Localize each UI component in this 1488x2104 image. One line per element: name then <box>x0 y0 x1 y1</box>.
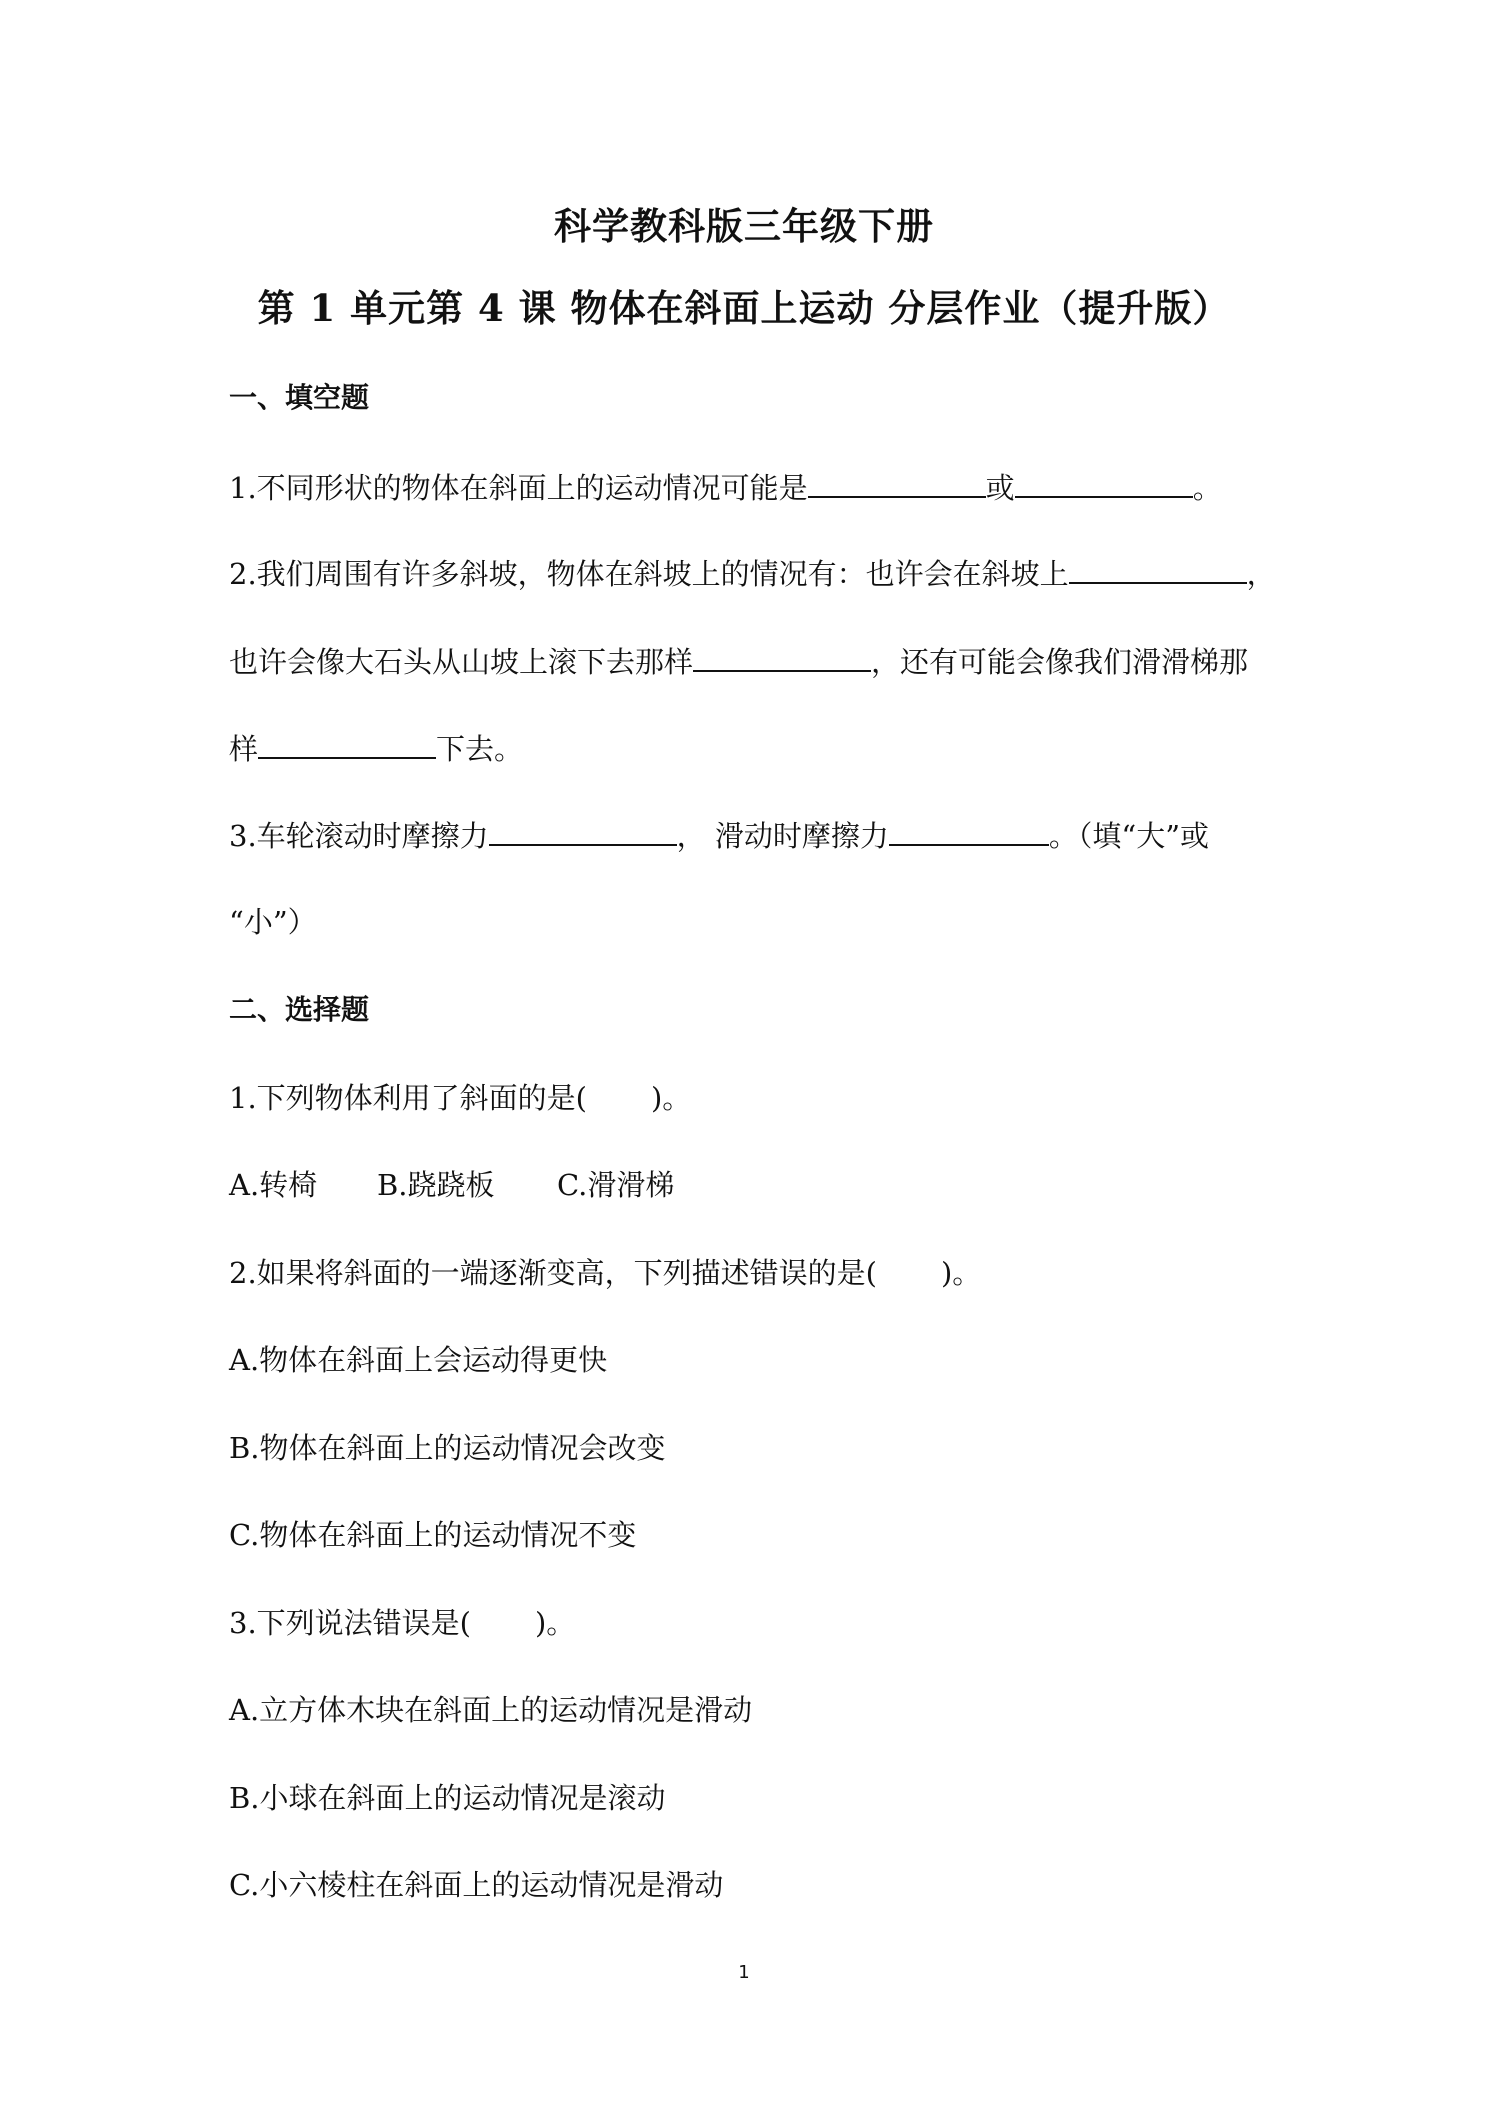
option-b[interactable]: B.物体在斜面上的运动情况会改变 <box>229 1431 666 1465</box>
q3-text-before: 3.车轮滚动时摩擦力 <box>229 819 489 853</box>
q2-text-line1: 2.我们周围有许多斜坡，物体在斜坡上的情况有：也许会在斜坡上 <box>229 557 1069 591</box>
choice-question-3 <box>229 1603 575 1643</box>
q2-text-line2-after: ，还有可能会像我们滑滑梯那 <box>871 645 1249 679</box>
q1-text-after: 。 <box>1192 471 1222 505</box>
answer-blank[interactable] <box>489 814 677 846</box>
fill-question-2-line-2 <box>229 640 1248 682</box>
answer-blank[interactable] <box>693 640 871 672</box>
answer-blank[interactable] <box>258 727 436 759</box>
option-c[interactable]: C.滑滑梯 <box>557 1168 675 1202</box>
q2-text-line3-before: 样 <box>229 732 259 766</box>
q2-text-line2-before: 也许会像大石头从山坡上滚下去那样 <box>229 645 694 679</box>
fill-question-3-line-2: “小”） <box>229 905 317 939</box>
section-heading-fill-blank: 一、填空题 <box>229 381 370 414</box>
cq3-stem-before: 3.下列说法错误是( <box>229 1606 471 1640</box>
fill-question-1 <box>229 466 1222 508</box>
section-heading-choice: 二、选择题 <box>229 993 370 1026</box>
q2-text-line1-end: ， <box>1246 557 1276 591</box>
page-number: 1 <box>738 1962 750 1983</box>
option-a[interactable]: A.物体在斜面上会运动得更快 <box>229 1343 608 1377</box>
fill-question-2-line-1 <box>229 552 1276 594</box>
cq1-stem-before: 1.下列物体利用了斜面的是( <box>229 1081 587 1115</box>
answer-blank[interactable] <box>1069 552 1247 584</box>
answer-blank[interactable] <box>808 466 986 498</box>
option-c[interactable]: C.物体在斜面上的运动情况不变 <box>229 1518 637 1552</box>
cq2-stem-after: )。 <box>940 1256 982 1290</box>
fill-question-2-line-3 <box>229 727 523 769</box>
cq1-stem-after: )。 <box>650 1081 692 1115</box>
q2-text-line3-after: 下去。 <box>436 732 524 766</box>
choice-question-2 <box>229 1253 981 1293</box>
answer-blank[interactable] <box>1015 466 1193 498</box>
page-subtitle: 第 1 单元第 4 课 物体在斜面上运动 分层作业（提升版） <box>257 286 1231 330</box>
q3-text-after: 。（填“大”或 <box>1048 819 1210 853</box>
q1-text-mid: 或 <box>985 471 1015 505</box>
page-title: 科学教科版三年级下册 <box>554 204 934 248</box>
option-c[interactable]: C.小六棱柱在斜面上的运动情况是滑动 <box>229 1868 724 1902</box>
option-a[interactable]: A.转椅 <box>229 1168 318 1202</box>
q1-text-before: 1.不同形状的物体在斜面上的运动情况可能是 <box>229 471 808 505</box>
q3-text-mid: ， 滑动时摩擦力 <box>676 819 889 853</box>
option-b[interactable]: B.跷跷板 <box>377 1168 495 1202</box>
choice-question-1-options <box>229 1165 674 1205</box>
fill-question-3 <box>229 814 1209 856</box>
cq2-stem-before: 2.如果将斜面的一端逐渐变高，下列描述错误的是( <box>229 1256 877 1290</box>
choice-question-1 <box>229 1078 691 1118</box>
answer-blank[interactable] <box>889 814 1049 846</box>
option-a[interactable]: A.立方体木块在斜面上的运动情况是滑动 <box>229 1693 753 1727</box>
cq3-stem-after: )。 <box>534 1606 576 1640</box>
option-b[interactable]: B.小球在斜面上的运动情况是滚动 <box>229 1781 666 1815</box>
